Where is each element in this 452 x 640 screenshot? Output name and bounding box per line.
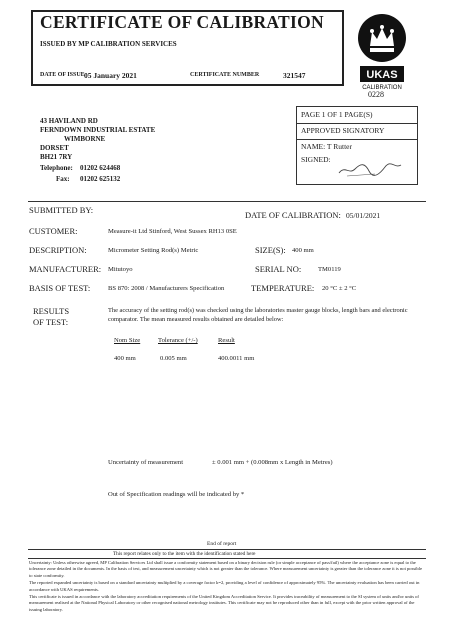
date-of-issue-label: DATE OF ISSUE [40,72,85,78]
manufacturer-label: MANUFACTURER: [29,264,102,274]
customer-value: Measure-it Ltd Stinford, West Sussex RH13 0SE [108,228,237,235]
date-of-calibration-label: DATE OF CALIBRATION: [245,210,341,220]
issued-by: ISSUED BY MP CALIBRATION SERVICES [40,40,177,48]
results-label: RESULTS [33,306,70,316]
table-cell-nom-size: 400 mm [114,355,136,362]
serial-label: SERIAL NO: [255,264,302,274]
certificate-title: CERTIFICATE OF CALIBRATION [40,12,324,32]
footer-notes [29,560,424,614]
uncertainty-value: ± 0.001 mm + (0.008mm x Length in Metres) [212,459,333,466]
section-divider [28,201,426,202]
crown-tick-icon [352,8,412,92]
signature-image [335,159,405,179]
footer-paragraph: Uncertainty: Unless otherwise agreed, MP Calibration Services Ltd shall issue a conformity statement based on a binary decision rule (or simple acceptance of pass/fail) where the acceptance zone is equal to the tolerance zone detailed in the documents. In the basis of test, and measurement uncertainty which is not greater than the tolerance. Where measurement uncertainty is greater than the tolerance zone it is not possible to state conformity. [29,560,423,578]
table-header-tolerance: Tolerance (+/-) [158,337,198,344]
ukas-logo [352,8,412,92]
results-paragraph: The accuracy of the setting rod(s) was checked using the laboratories master gauge blocks, length bars and electronic comparator. The mean measured results obtained are detailed below: [108,307,408,323]
address-line: 43 HAVILAND RD [40,117,98,125]
telephone-label: Telephone: [40,164,73,172]
serial-value: TM0119 [318,266,341,273]
customer-label: CUSTOMER: [29,226,78,236]
section-divider [28,558,426,559]
manufacturer-value: Mitutoyo [108,266,133,273]
certificate-number: 321547 [283,71,306,80]
certificate-number-label: CERTIFICATE NUMBER [190,72,260,78]
signatory-box [296,106,418,185]
ukas-logo-subtext: CALIBRATION [362,85,402,91]
description-label: DESCRIPTION: [29,245,87,255]
basis-of-test-value: BS 870: 2008 / Manufacturers Specification [108,285,225,292]
uncertainty-label: Uncertainty of measurement [108,459,184,466]
section-divider [28,549,426,550]
table-header-result: Result [218,337,235,344]
table-cell-tolerance: 0.005 mm [160,355,187,362]
address-line: DORSET [40,144,69,152]
size-label: SIZE(S): [255,245,286,255]
page-count: PAGE 1 OF 1 PAGE(S) [301,110,373,119]
address-line: BH21 7RY [40,153,73,161]
basis-of-test-label: BASIS OF TEST: [29,283,91,293]
fax-number: 01202 625132 [80,175,121,183]
fax-label: Fax: [56,175,70,183]
address-line: FERNDOWN INDUSTRIAL ESTATE [40,126,156,134]
out-of-spec-note: Out of Specification readings will be indicated by * [108,491,245,498]
footer-paragraph: This certificate is issued in accordance with the laboratory accreditation requirements of the United Kingdom Accreditation Service. It provides traceability of measurement to the SI system of units and/or units of measurement realised at the National Physical Laboratory or other recognised national metrology institutes. This certificate may not be reproduced other than in full, except with the prior written approval of the issuing laboratory. [29,594,419,612]
end-of-report: End of report [207,541,237,547]
ukas-logo-text: UKAS [366,69,398,81]
footer-paragraph: The reported expanded uncertainty is based on a standard uncertainty multiplied by a coverage factor k=2, providing a level of confidence of approximately 95%. The uncertainty evaluation has been carried out in accordance with UKAS requirements. [29,580,420,592]
telephone-number: 01202 624468 [80,164,121,172]
size-value: 400 mm [292,247,314,254]
date-of-issue: 05 January 2021 [84,71,137,80]
lab-address [40,117,155,162]
temperature-label: TEMPERATURE: [251,283,315,293]
report-relates-note: This report relates only to the item with the identification stated here [113,551,256,557]
signed-label: SIGNED: [301,155,331,164]
divider [297,139,417,140]
description-value: Micrometer Setting Rod(s) Metric [108,247,199,254]
signatory-name: NAME: T Rutter [301,142,352,151]
address-line: WIMBORNE [64,135,106,143]
submitted-by-label: SUBMITTED BY: [29,205,94,215]
table-cell-result: 400.0011 mm [218,355,255,362]
date-of-calibration: 05/01/2021 [346,211,381,220]
temperature-value: 20 °C ± 2 °C [322,285,357,292]
divider [297,123,417,124]
results-label-2: OF TEST: [33,317,69,327]
approved-signatory: APPROVED SIGNATORY [301,126,385,135]
table-header-nom-size: Nom Size [114,337,141,344]
accreditation-number: 0228 [368,90,384,99]
